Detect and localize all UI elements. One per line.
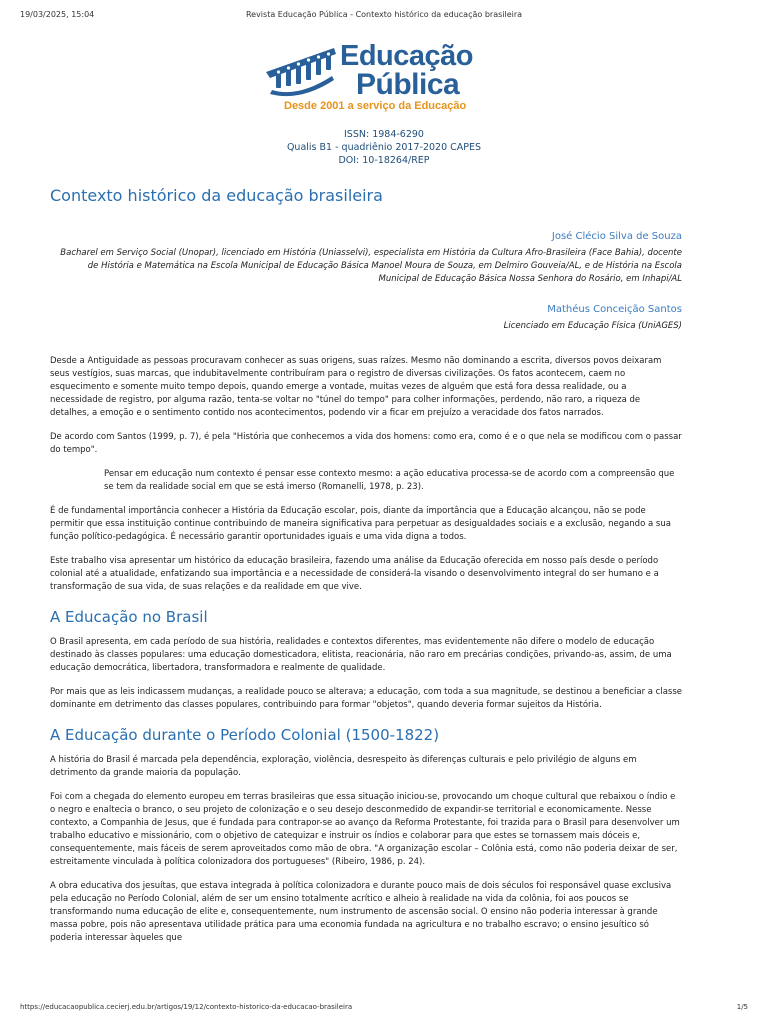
doi: DOI: 10-18264/REP [338, 155, 430, 166]
logo-text-publica: Pública [356, 68, 460, 101]
print-page-title: Revista Educação Pública - Contexto histórico da educação brasileira [245, 10, 523, 19]
article-body [50, 355, 682, 945]
paragraph: De acordo com Santos (1999, p. 7), é pela "História que conhecemos a vida dos homens: como era, como é e o que nela se modificou com o passar do tempo". [50, 432, 682, 455]
book-arches-icon [262, 42, 342, 98]
author-block [50, 231, 682, 286]
author-name[interactable]: José Clécio Silva de Souza [551, 231, 682, 242]
paragraph: Por mais que as leis indicassem mudanças, a realidade pouco se alterava; a educação, com toda a sua magnitude, se destinou a beneficiar a classe dominante em detrimento das classes populares, contribuindo para formar "objetos", quando deveria formar sujeitos da História. [50, 687, 683, 710]
paragraph: Desde a Antiguidade as pessoas procuravam conhecer as suas origens, suas raízes. Mesmo não dominando a escrita, diversos povos deixaram seus vestígios, suas marcas, que indubitavelmente contribuíram para o registro de diversas civilizações. Os fatos acontecem, caem no esquecimento e somente muito tempo depois, quando emerge a vontade, muitas vezes de alguém que está fora dessa realidade, ou a necessidade de registro, por alguma razão, tenta-se voltar no "túnel do tempo" para colher informações, perdendo, não raro, a riqueza de detalhes, a emoção e o sentimento contido nos acontecimentos, podendo vir a ficar em prejuízo a veracidade dos fatos narrados. [50, 356, 662, 418]
print-footer [20, 1003, 748, 1015]
section-heading: A Educação no Brasil [50, 608, 208, 626]
author-bio: Bacharel em Serviço Social (Unopar), licenciado em História (Uniasselvi), especialista em História da Cultura Afro-Brasileira (Face Bahia), docente de História e Matemática na Escola Municipal de Educação Básica Manoel Moura de Souza, em Delmiro Gouveia/AL, e de História na Escola Municipal de Educação Básica Nossa Senhora do Rosário, em Inhapi/AL [60, 248, 682, 284]
site-logo[interactable] [262, 36, 482, 116]
paragraph: A história do Brasil é marcada pela dependência, exploração, violência, desrespeito às diferenças culturais e pelo privilégio de alguns em detrimento da grande maioria da população. [50, 755, 637, 778]
author-bio: Licenciado em Educação Física (UniAGES) [503, 321, 682, 331]
author-name[interactable]: Mathéus Conceição Santos [547, 304, 682, 315]
issn: ISSN: 1984-6290 [344, 129, 424, 140]
page-number: 1/5 [736, 1003, 748, 1011]
article-title: Contexto histórico da educação brasileira [50, 186, 383, 205]
journal-info [0, 128, 768, 167]
print-url: https://educacaopublica.cecierj.edu.br/artigos/19/12/contexto-historico-da-educacao-brasileira [20, 1003, 353, 1011]
block-quote: Pensar em educação num contexto é pensar esse contexto mesmo: a ação educativa processa-se de acordo com a compreensão que se tem da realidade social em que se está imerso (Romanelli, 1978, p. 23). [104, 469, 675, 492]
paragraph: É de fundamental importância conhecer a História da Educação escolar, pois, diante da importância que a Educação alcançou, não se pode permitir que essa instituição continue contribuindo de maneira significativa para perpetuar as desigualdades sociais e a exclusão, negando a sua função político-pedagógica. É necessário garantir oportunidades iguais e uma vida digna a todos. [50, 506, 671, 542]
article-content [50, 186, 682, 956]
paragraph: Este trabalho visa apresentar um histórico da educação brasileira, fazendo uma análise da Educação oferecida em nosso país desde o período colonial até a atualidade, enfatizando sua importância e a necessidade de considerá-la visando o desenvolvimento integral do ser humano e a transformação de sua vida, de suas relações e da realidade em que vive. [50, 556, 659, 592]
author-block [50, 304, 682, 333]
print-date: 19/03/2025, 15:04 [20, 10, 95, 19]
logo-text-educacao: Educação [340, 40, 473, 72]
paragraph: O Brasil apresenta, em cada período de sua história, realidades e contextos diferentes, mas evidentemente não difere o modelo de educação destinado às classes populares: uma educação domesticadora, elitista, reacionária, não raro em precárias condições, privando-as, assim, de uma educação democrática, libertadora, transformadora e realmente de qualidade. [50, 637, 672, 673]
logo-tagline: Desde 2001 a serviço da Educação [284, 100, 467, 112]
paragraph: A obra educativa dos jesuítas, que estava integrada à política colonizadora e durante pouco mais de dois séculos foi responsável quase exclusiva pela educação no Período Colonial, além de ser um ensino totalmente acrítico e alheio à realidade na vida da colônia, foi aos poucos se transformando numa educação de elite e, consequentemente, num instrumento de ascensão social. O ensino não poderia interessar à grande massa pobre, pois não apresentava utilidade prática para uma economia fundada na agricultura e no trabalho escravo; o ensino jesuítico só poderia interessar àqueles que [50, 881, 672, 943]
section-heading: A Educação durante o Período Colonial (1500-1822) [50, 726, 440, 744]
paragraph: Foi com a chegada do elemento europeu em terras brasileiras que essa situação iniciou-se, provocando um choque cultural que rebaixou o índio e o negro e enalteciа o branco, o seu projeto de colonização e o seu desejo desconmedido de expandir-se territorial e economicamente. Nesse contexto, a Companhia de Jesus, que é fundada para contrapor-se ao avanço da Reforma Protestante, foi trazida para o Brasil para desenvolver um trabalho educativo e missionário, com o objetivo de catequizar e instruir os índios e colaborar para que estes se tornassem mais dóceis e, consequentemente, mais fáceis de serem aproveitados como mão de obra. "A organização escolar – Colônia está, como não poderia deixar de ser, estreitamente vinculada à política colonizadora dos portugueses" (Ribeiro, 1986, p. 24). [50, 792, 680, 867]
print-header [20, 10, 748, 22]
qualis: Qualis B1 - quadriênio 2017-2020 CAPES [286, 142, 482, 153]
